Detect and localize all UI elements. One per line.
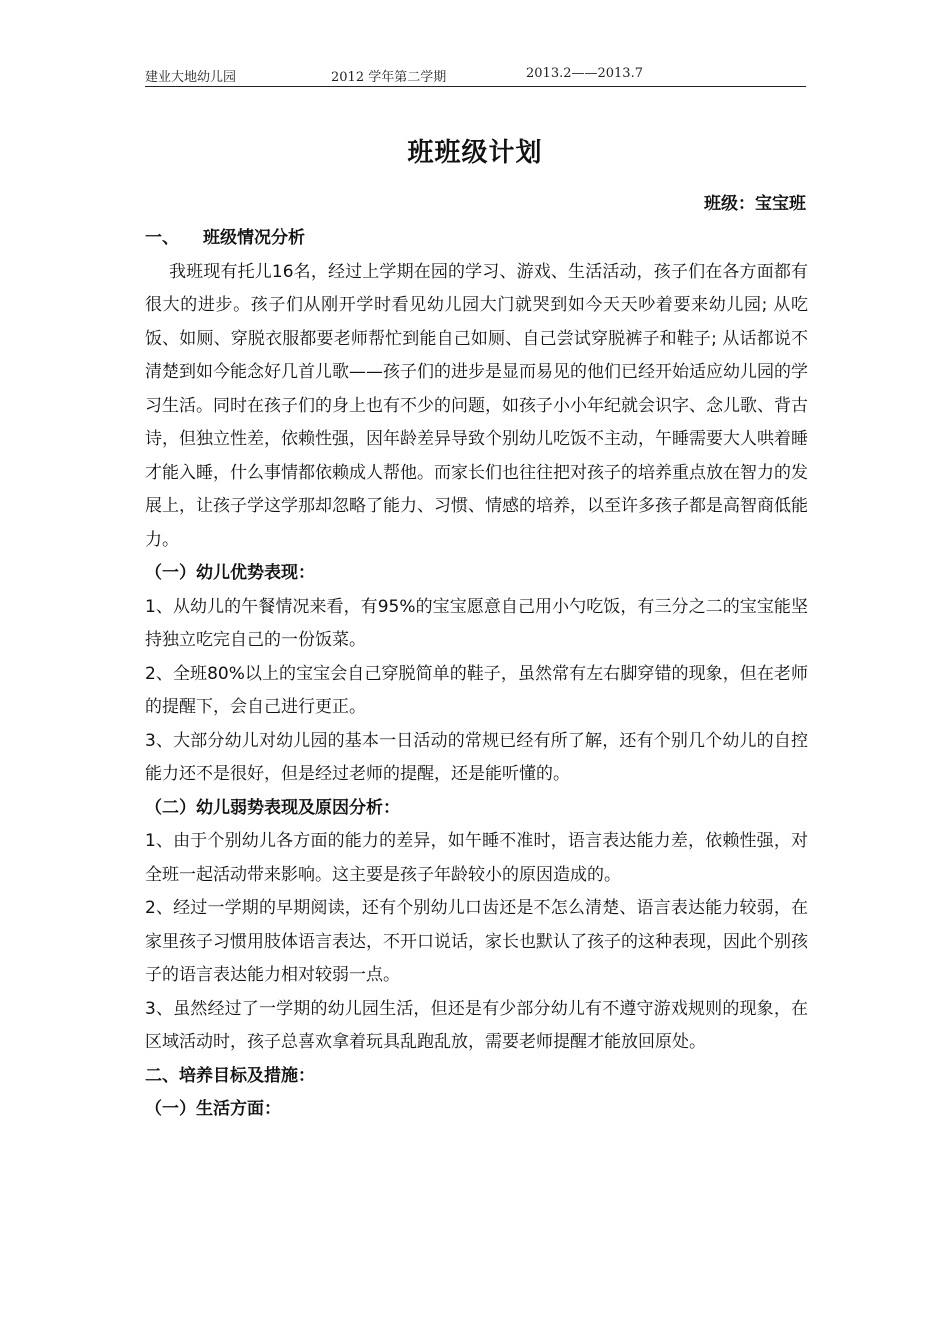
weakness-item: 3、虽然经过了一学期的幼儿园生活，但还是有少部分幼儿有不遵守游戏规则的现象，在区域活动时，孩子总喜欢拿着玩具乱跑乱放，需要老师提醒才能放回原处。: [145, 998, 808, 1052]
document-body: [145, 222, 808, 1127]
header-school: 建业大地幼儿园: [145, 70, 237, 85]
weaknesses-heading: （二）幼儿弱势表现及原因分析：: [145, 797, 400, 818]
header-term: 2012 学年第二学期: [331, 70, 447, 85]
weakness-item: 1、由于个别幼儿各方面的能力的差异，如午睡不准时，语言表达能力差，依赖性强，对全班一起活动带来影响。这主要是孩子年龄较小的原因造成的。: [145, 831, 808, 885]
strengths-heading: （一）幼儿优势表现：: [145, 563, 315, 583]
section-1-number: 一、: [145, 228, 179, 248]
class-label: 班级：宝宝班: [704, 194, 806, 214]
section-2-sub-1-heading: （一）生活方面：: [145, 1099, 281, 1119]
page-header: [145, 64, 806, 87]
strength-item: 3、大部分幼儿对幼儿园的基本一日活动的常规已经有所了解，还有个别几个幼儿的自控能力还不是很好，但是经过老师的提醒，还是能听懂的。: [145, 730, 808, 784]
document-title: 班班级计划: [407, 138, 543, 168]
section-1-title: 班级情况分析: [203, 228, 305, 248]
section-2-heading: 二、培养目标及措施：: [145, 1065, 315, 1086]
header-dates: 2013.2——2013.7: [526, 66, 643, 81]
section-1-intro: 我班现有托儿16名，经过上学期在园的学习、游戏、生活活动，孩子们在各方面都有很大的进步。孩子们从刚开学时看见幼儿园大门就哭到如今天天吵着要来幼儿园; 从吃饭、如厕、穿脱衣服都要老师帮忙到能自己如厕、自己尝试穿脱裤子和鞋子; 从话都说不清楚到如今能念好几首儿歌——孩子们的进步是显而易见的他们已经开始适应幼儿园的学习生活。同时在孩子们的身上也有不少的问题，如孩子小小年纪就会识字、念儿歌、背古诗，但独立性差，依赖性强，因年龄差异导致个别幼儿吃饭不主动，午睡需要大人哄着睡才能入睡，什么事情都依赖成人帮他。而家长们也往往把对孩子的培养重点放在智力的发展上，让孩子学这学那却忽略了能力、习惯、情感的培养，以至许多孩子都是高智商低能力。: [145, 261, 808, 550]
weakness-item: 2、经过一学期的早期阅读，还有个别幼儿口齿还是不怎么清楚、语言表达能力较弱，在家里孩子习惯用肢体语言表达，不开口说话，家长也默认了孩子的这种表现，因此个别孩子的语言表达能力相对较弱一点。: [145, 898, 808, 985]
strength-item: 2、全班80%以上的宝宝会自己穿脱简单的鞋子，虽然常有左右脚穿错的现象，但在老师的提醒下，会自己进行更正。: [145, 663, 808, 717]
strength-item: 1、从幼儿的午餐情况来看，有95%的宝宝愿意自己用小勺吃饭，有三分之二的宝宝能坚持独立吃完自己的一份饭菜。: [145, 596, 808, 650]
section-1-heading: [145, 222, 808, 256]
